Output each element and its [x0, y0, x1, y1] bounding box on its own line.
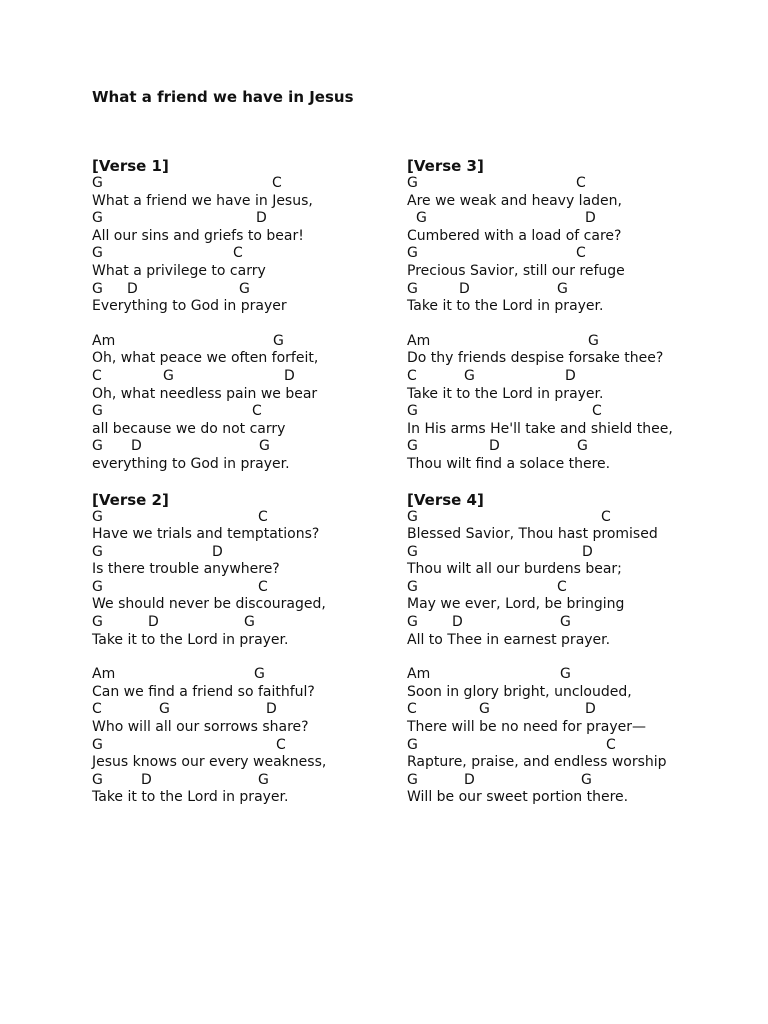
chord-line [407, 509, 737, 527]
chord: G [407, 543, 418, 560]
chord: Am [407, 666, 431, 683]
chord: C [557, 578, 567, 595]
lyric-line: Have we trials and temptations? [92, 526, 320, 543]
lyric-line: There will be no need for prayer— [407, 719, 646, 736]
chord: G [560, 666, 571, 683]
lyric-line: Thou wilt all our burdens bear; [407, 561, 622, 578]
chord-line [407, 281, 737, 299]
chord-line [407, 403, 737, 421]
chord: G [407, 508, 418, 525]
lyric-line: What a friend we have in Jesus, [92, 192, 313, 209]
lyric-line: Blessed Savior, Thou hast promised [407, 526, 658, 543]
chord: D [565, 367, 576, 384]
chord-line [92, 701, 422, 719]
chord-line [92, 403, 422, 421]
lyric-line: May we ever, Lord, be bringing [407, 596, 625, 613]
lyric-line: Soon in glory bright, unclouded, [407, 683, 632, 700]
chord-line [92, 210, 422, 228]
lyric-line: Jesus knows our every weakness, [92, 754, 327, 771]
chord: D [464, 771, 475, 788]
chord: C [258, 508, 268, 525]
chord: G [407, 245, 418, 262]
chord-line [407, 737, 737, 755]
chord: G [273, 332, 284, 349]
lyric-line: Will be our sweet portion there. [407, 789, 629, 806]
chord: C [92, 701, 102, 718]
chord: G [92, 543, 103, 560]
lyric-line: Oh, what peace we often forfeit, [92, 350, 319, 367]
lyric-line: Precious Savior, still our refuge [407, 262, 625, 279]
chord: C [592, 403, 602, 420]
chord: G [581, 771, 592, 788]
chord: D [489, 438, 500, 455]
chord: G [407, 771, 418, 788]
chord: D [127, 280, 138, 297]
chord: G [254, 666, 265, 683]
lyric-line: In His arms He'll take and shield thee, [407, 420, 673, 437]
chord: G [407, 280, 418, 297]
lyric-line: Take it to the Lord in prayer. [407, 385, 604, 402]
chord: D [148, 614, 159, 631]
chord: G [407, 614, 418, 631]
chord-line [92, 438, 422, 456]
chord-line [407, 368, 737, 386]
chord: G [92, 614, 103, 631]
lyric-line: Take it to the Lord in prayer. [92, 631, 289, 648]
chord: G [258, 771, 269, 788]
chord: D [212, 543, 223, 560]
chord-line [407, 544, 737, 562]
chord: G [416, 210, 427, 227]
chord: C [252, 403, 262, 420]
lyric-line: Do thy friends despise forsake thee? [407, 350, 664, 367]
lyric-line: Take it to the Lord in prayer. [92, 789, 289, 806]
lyric-line: all because we do not carry [92, 420, 286, 437]
chord-line [92, 175, 422, 193]
chord: G [92, 403, 103, 420]
chord: D [585, 210, 596, 227]
chord-line [407, 666, 737, 684]
chord-line [92, 579, 422, 597]
chord-line [407, 614, 737, 632]
chord-line [92, 737, 422, 755]
chord: G [560, 614, 571, 631]
chord: G [407, 438, 418, 455]
chord-line [92, 666, 422, 684]
chord: C [272, 175, 282, 191]
lyric-line: What a privilege to carry [92, 262, 266, 279]
chord: G [588, 332, 599, 349]
chord: G [479, 701, 490, 718]
chord: G [244, 614, 255, 631]
verse-3-header: [Verse 3] [407, 157, 484, 175]
chord: G [407, 403, 418, 420]
lyric-line: Can we find a friend so faithful? [92, 683, 315, 700]
chord: C [576, 175, 586, 191]
chord: C [92, 367, 102, 384]
chord: Am [92, 666, 116, 683]
chord-line [92, 614, 422, 632]
chord: G [407, 578, 418, 595]
chord: G [577, 438, 588, 455]
lyric-line: Everything to God in prayer [92, 298, 287, 315]
lyric-line: All our sins and griefs to bear! [92, 227, 304, 244]
chord-line [92, 544, 422, 562]
chord: G [92, 175, 103, 191]
chord-line [407, 701, 737, 719]
chord: G [92, 578, 103, 595]
chord: G [92, 438, 103, 455]
verse-1-header: [Verse 1] [92, 157, 169, 175]
chord: C [606, 736, 616, 753]
chord-line [92, 772, 422, 790]
chord: C [233, 245, 243, 262]
chord: C [407, 367, 417, 384]
chord-line [407, 579, 737, 597]
chord: G [239, 280, 250, 297]
chord-line [92, 509, 422, 527]
chord: G [92, 736, 103, 753]
chord-line [92, 368, 422, 386]
chord-line [92, 333, 422, 351]
chord: G [92, 280, 103, 297]
chord-line [407, 175, 737, 193]
chord: D [266, 701, 277, 718]
chord: C [407, 701, 417, 718]
chord-line [407, 438, 737, 456]
chord: G [163, 367, 174, 384]
chord: G [557, 280, 568, 297]
chord: G [92, 245, 103, 262]
chord: D [452, 614, 463, 631]
chord: G [92, 508, 103, 525]
chord-line [407, 210, 737, 228]
chord: Am [407, 332, 431, 349]
lyric-line: everything to God in prayer. [92, 455, 290, 472]
lyric-line: Thou wilt find a solace there. [407, 455, 611, 472]
chord: D [582, 543, 593, 560]
chord-line [92, 281, 422, 299]
chord: C [576, 245, 586, 262]
lyric-line: Are we weak and heavy laden, [407, 192, 622, 209]
chord: G [259, 438, 270, 455]
lyric-line: Take it to the Lord in prayer. [407, 298, 604, 315]
right-column [407, 157, 737, 807]
lyric-line: Oh, what needless pain we bear [92, 385, 318, 402]
lyric-line: Rapture, praise, and endless worship [407, 754, 667, 771]
left-column [92, 157, 422, 807]
lyric-line: Who will all our sorrows share? [92, 719, 309, 736]
chord: G [464, 367, 475, 384]
chord: D [585, 701, 596, 718]
chord: D [284, 367, 295, 384]
chord: G [159, 701, 170, 718]
chord: G [407, 175, 418, 191]
verse-2-header: [Verse 2] [92, 490, 169, 509]
page-title: What a friend we have in Jesus [92, 88, 354, 106]
chord: G [92, 771, 103, 788]
chord: D [459, 280, 470, 297]
chord: C [258, 578, 268, 595]
chord-line [407, 333, 737, 351]
lyric-line: Cumbered with a load of care? [407, 227, 622, 244]
lyric-line: We should never be discouraged, [92, 596, 326, 613]
chord: D [141, 771, 152, 788]
chord: G [407, 736, 418, 753]
lyric-line: All to Thee in earnest prayer. [407, 631, 611, 648]
verse-4-header: [Verse 4] [407, 490, 484, 509]
lyric-line: Is there trouble anywhere? [92, 561, 280, 578]
chord: C [276, 736, 286, 753]
chord: G [92, 210, 103, 227]
chord: Am [92, 332, 116, 349]
chord-line [92, 245, 422, 263]
chord: D [131, 438, 142, 455]
chord: D [256, 210, 267, 227]
chord-line [407, 245, 737, 263]
chord-line [407, 772, 737, 790]
chord: C [601, 508, 611, 525]
